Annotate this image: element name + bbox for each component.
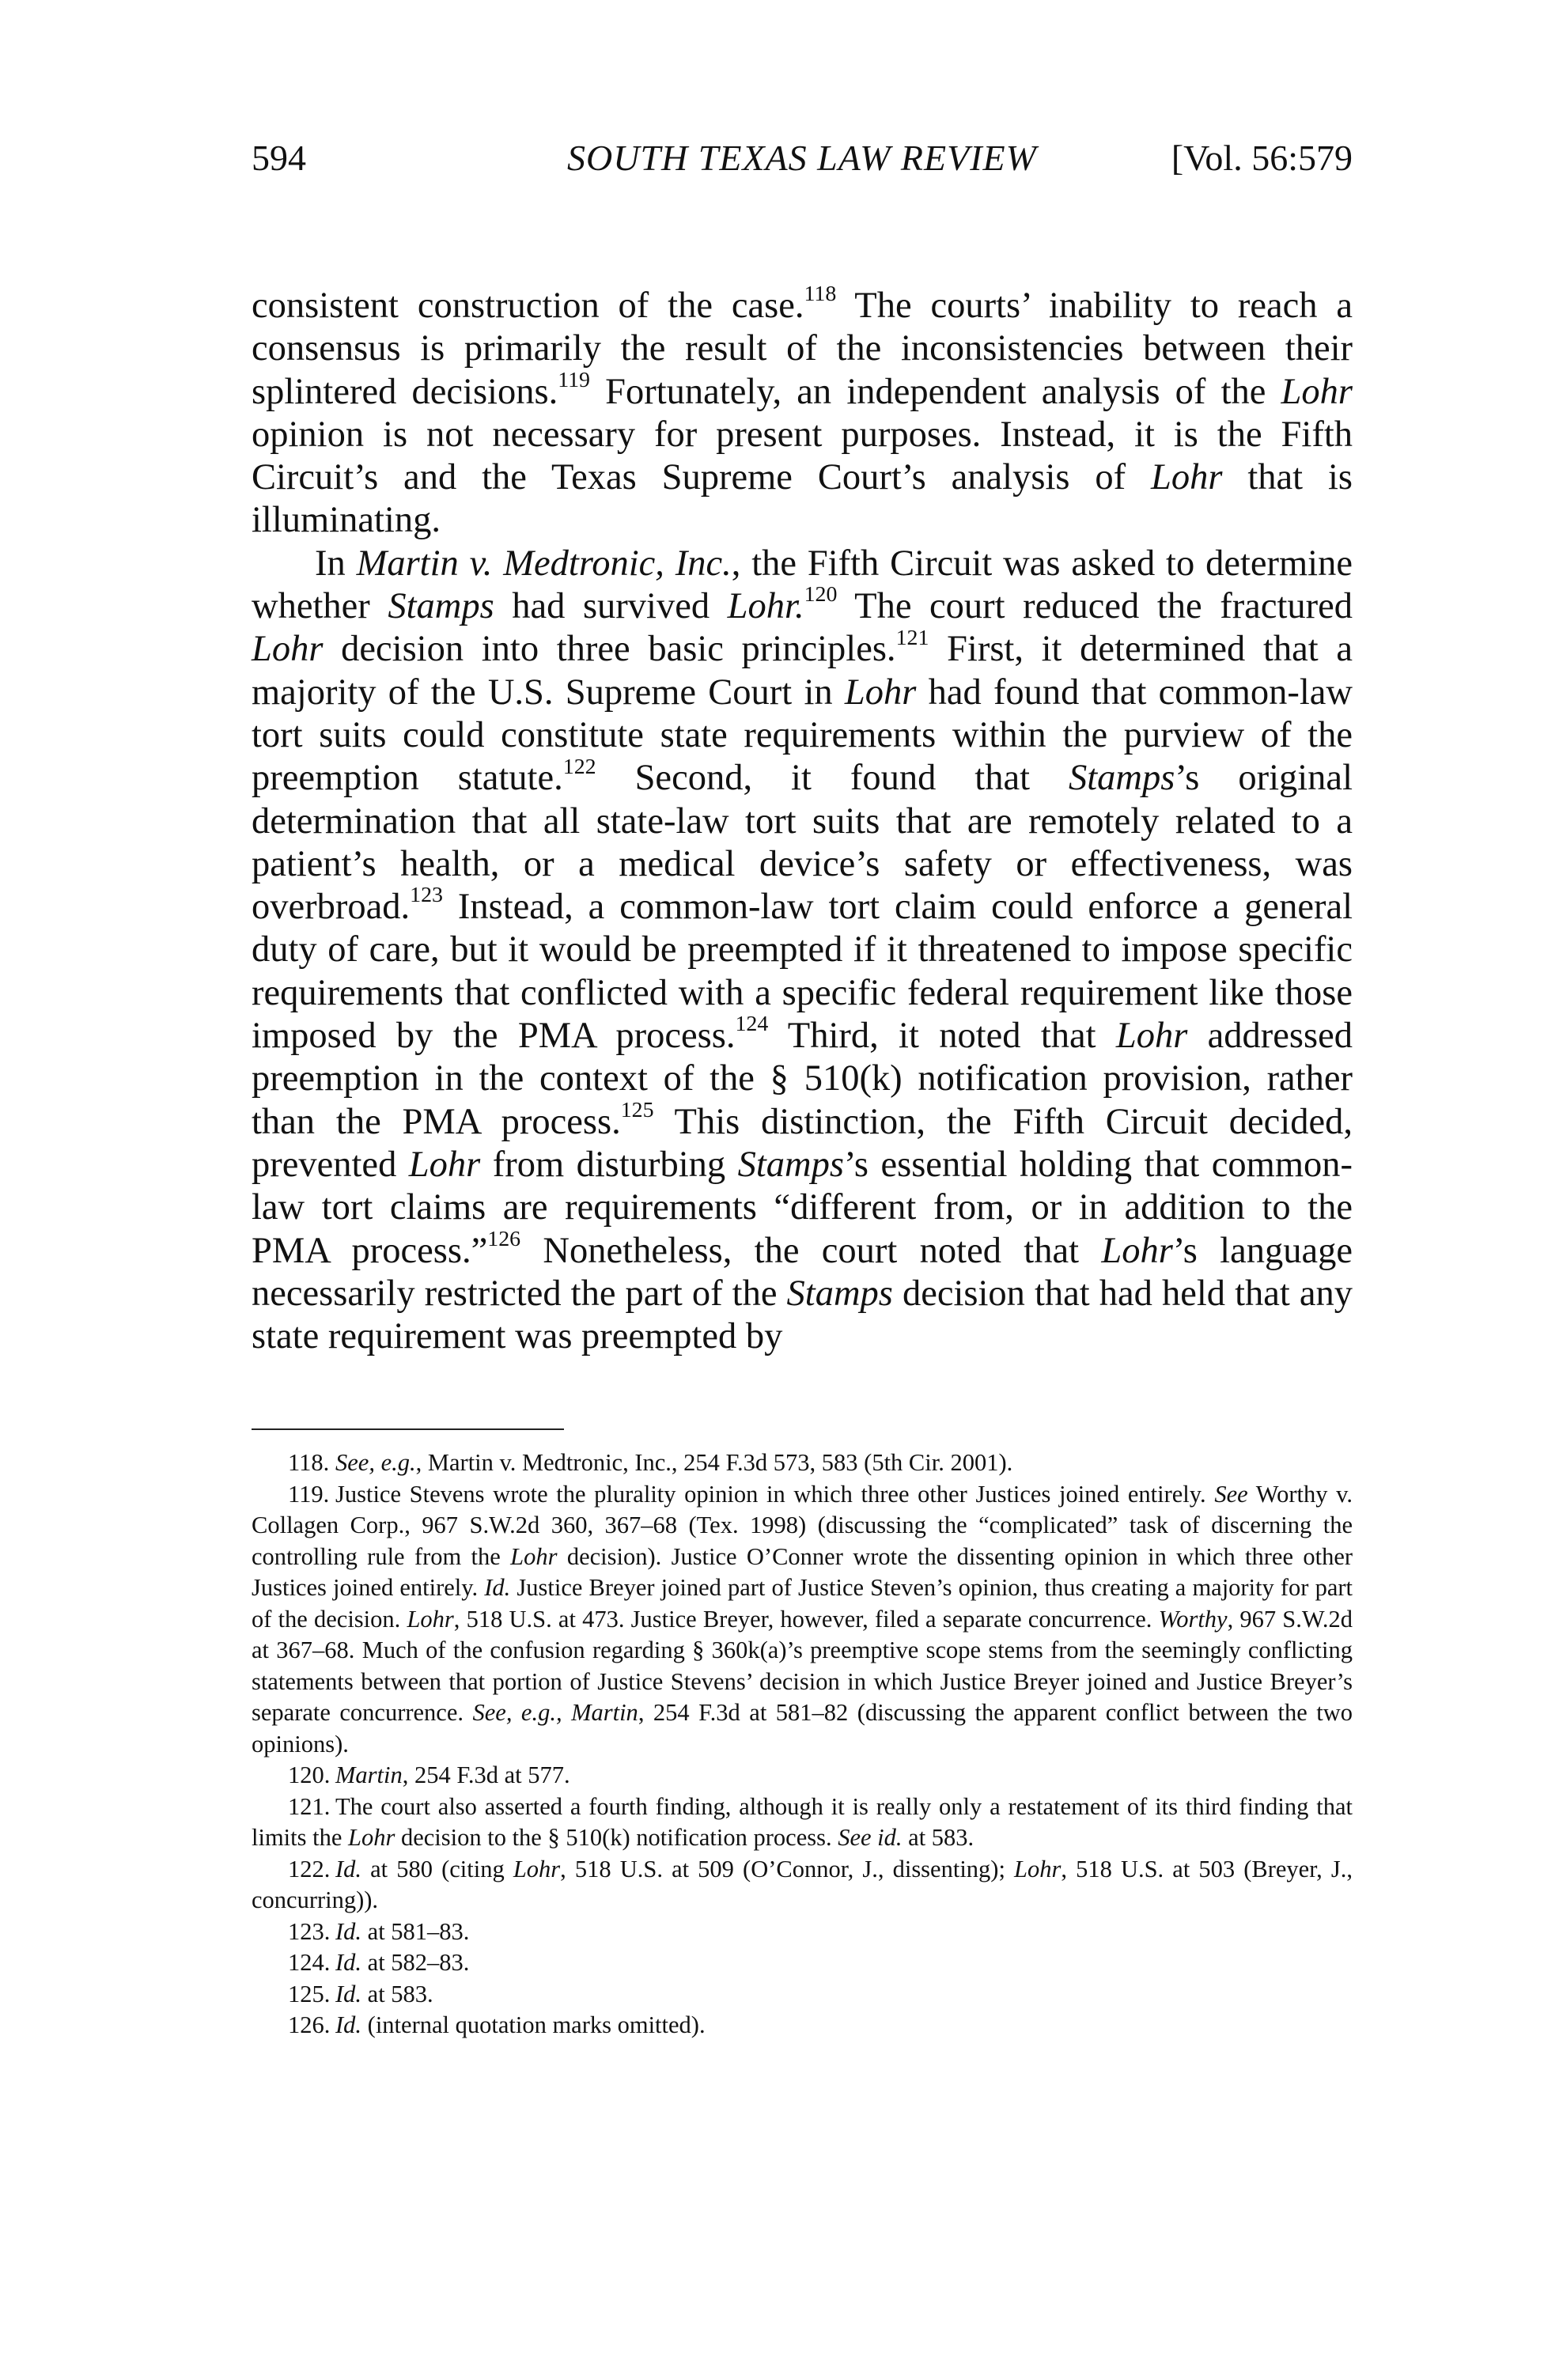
footnote-125 bbox=[252, 1979, 1353, 2011]
case-name: Martin bbox=[335, 1761, 403, 1788]
case-name: Worthy bbox=[1158, 1605, 1228, 1633]
footnote-126 bbox=[252, 2010, 1353, 2041]
signal: See bbox=[1214, 1480, 1248, 1508]
signal: Id. bbox=[484, 1574, 511, 1601]
text-run: ’s language necessarily restricted the part of the bbox=[252, 1230, 1353, 1314]
case-name: Lohr bbox=[408, 1144, 481, 1185]
footnote-121 bbox=[252, 1792, 1353, 1854]
case-name: Stamps bbox=[1069, 758, 1175, 799]
text-run: Second, it found that bbox=[596, 758, 1069, 799]
text-run: had found that common-law tort suits could constitute state requirements within the purview of the preemption statute. bbox=[252, 672, 1353, 799]
case-name: Lohr bbox=[510, 1542, 558, 1570]
text-run: Worthy v. Collagen Corp., 967 S.W.2d 360, 367–68 (Tex. 1998) (discussing the “complicated” task of discerning the controlling rule from the bbox=[252, 1480, 1353, 1570]
case-name: Stamps bbox=[388, 586, 494, 627]
case-name: Lohr bbox=[1115, 1016, 1188, 1057]
text-run: The court also asserted a fourth finding, although it is really only a restatement of its third finding that limits the bbox=[252, 1792, 1353, 1851]
footnote-ref-119[interactable]: 119 bbox=[558, 367, 591, 392]
footnote-number: 119. bbox=[288, 1480, 330, 1508]
volume-citation: [Vol. 56:579 bbox=[1171, 138, 1353, 178]
text-run: , Martin v. Medtronic, Inc., 254 F.3d 573, 583 (5th Cir. 2001). bbox=[415, 1449, 1013, 1476]
journal-title: SOUTH TEXAS LAW REVIEW bbox=[567, 138, 1037, 178]
case-name: Lohr bbox=[1281, 371, 1353, 412]
case-name: Lohr. bbox=[727, 586, 804, 627]
footnote-number: 125. bbox=[288, 1980, 331, 2007]
footnote-number: 118. bbox=[288, 1449, 330, 1476]
text-run: ’s original determination that all state-law tort suits that are remotely related to a patient’s health, or a medical device’s safety or effectiveness, was overbroad. bbox=[252, 758, 1353, 928]
footnote-ref-122[interactable]: 122 bbox=[562, 754, 596, 779]
text-run: , the Fifth Circuit was asked to determine whether bbox=[252, 543, 1353, 627]
text-run: at 581–83. bbox=[361, 1917, 470, 1945]
case-name: Lohr bbox=[348, 1824, 395, 1851]
text-run: had survived bbox=[494, 586, 728, 627]
text-run: that is illuminating. bbox=[252, 457, 1353, 541]
text-run: , 518 U.S. at 473. Justice Breyer, however, filed a separate concurrence. bbox=[453, 1605, 1159, 1633]
text-run: addressed preemption in the context of the § 510(k) notification provision, rather than the PMA process. bbox=[252, 1016, 1353, 1142]
text-run: In bbox=[315, 543, 357, 584]
text-run: from disturbing bbox=[480, 1144, 738, 1185]
paragraph-2 bbox=[252, 543, 1353, 1359]
signal: See, e.g. bbox=[335, 1449, 416, 1476]
text-run: at 582–83. bbox=[361, 1949, 470, 1976]
text-run: Nonetheless, the court noted that bbox=[520, 1230, 1102, 1271]
text-run: at 583. bbox=[361, 1980, 433, 2007]
case-name: Lohr bbox=[513, 1855, 561, 1882]
text-run: , 254 F.3d at 577. bbox=[402, 1761, 570, 1788]
footnote-124 bbox=[252, 1947, 1353, 1979]
footnote-divider bbox=[252, 1428, 564, 1430]
footnotes bbox=[252, 1447, 1353, 2041]
text-run: First, it determined that a majority of the U.S. Supreme Court in bbox=[252, 629, 1353, 713]
signal: Id. bbox=[335, 1949, 362, 1976]
text-run: decision). Justice O’Conner wrote the dissenting opinion in which three other Justices joined entirely. bbox=[252, 1542, 1353, 1601]
text-run: This distinction, the Fifth Circuit decided, prevented bbox=[252, 1101, 1353, 1185]
text-run: consistent construction of the case. bbox=[252, 286, 804, 326]
text-run: The courts’ inability to reach a consensus is primarily the result of the inconsistencies between their splintered decisions. bbox=[252, 286, 1353, 412]
text-run: Instead, a common-law tort claim could enforce a general duty of care, but it would be preempted if it threatened to impose specific requirements that conflicted with a specific federal requirement like those imposed by the PMA process. bbox=[252, 887, 1353, 1057]
text-run: Justice Stevens wrote the plurality opinion in which three other Justices joined entirely. bbox=[335, 1480, 1215, 1508]
signal: See, e.g., Martin bbox=[472, 1699, 638, 1726]
footnote-ref-126[interactable]: 126 bbox=[487, 1226, 521, 1251]
footnote-ref-118[interactable]: 118 bbox=[804, 282, 837, 307]
footnote-ref-121[interactable]: 121 bbox=[895, 625, 929, 650]
case-name: Lohr bbox=[407, 1605, 454, 1633]
footnote-ref-125[interactable]: 125 bbox=[620, 1097, 654, 1122]
text-run: ’s essential holding that common-law tort claims are requirements “different from, or in addition to the PMA process.” bbox=[252, 1144, 1353, 1271]
text-run: decision to the § 510(k) notification process. bbox=[395, 1824, 838, 1851]
text-run: Fortunately, an independent analysis of the bbox=[590, 371, 1281, 412]
text-run: , 518 U.S. at 509 (O’Connor, J., dissenting); bbox=[560, 1855, 1015, 1882]
footnote-number: 124. bbox=[288, 1949, 331, 1976]
footnote-number: 120. bbox=[288, 1761, 331, 1788]
text-run: (internal quotation marks omitted). bbox=[361, 2011, 706, 2038]
body-text bbox=[252, 282, 1353, 1358]
case-name: Stamps bbox=[786, 1273, 893, 1314]
text-run: , 518 U.S. at 503 (Breyer, J., concurring)). bbox=[252, 1855, 1353, 1913]
text-run: opinion is not necessary for present purposes. Instead, it is the Fifth Circuit’s and the Texas Supreme Court’s analysis of bbox=[252, 414, 1353, 498]
page-number: 594 bbox=[252, 138, 306, 178]
footnote-ref-120[interactable]: 120 bbox=[804, 582, 838, 607]
signal: Id. bbox=[335, 1980, 362, 2007]
signal: Id. bbox=[335, 1917, 362, 1945]
footnote-number: 121. bbox=[288, 1792, 331, 1820]
case-name: Stamps bbox=[737, 1144, 844, 1185]
signal: Id. bbox=[335, 1855, 362, 1882]
footnote-number: 126. bbox=[288, 2011, 331, 2038]
running-header bbox=[252, 131, 1353, 186]
text-run: The court reduced the fractured bbox=[837, 586, 1353, 627]
case-name: Lohr bbox=[844, 672, 917, 713]
text-run: Third, it noted that bbox=[768, 1016, 1116, 1057]
case-name: Lohr bbox=[252, 629, 324, 670]
footnote-119 bbox=[252, 1479, 1353, 1761]
text-run: decision into three basic principles. bbox=[323, 629, 896, 670]
case-name: Lohr bbox=[1150, 457, 1223, 498]
text-run: , 254 F.3d at 581–82 (discussing the apparent conflict between the two opinions). bbox=[252, 1699, 1353, 1758]
text-run: at 580 (citing bbox=[361, 1855, 513, 1882]
text-run: , 967 S.W.2d at 367–68. Much of the confusion regarding § 360k(a)’s preemptive scope stems from the seemingly conflicting statements between that portion of Justice Stevens’ decision in which Justice Breyer joined and Justice Breyer’s separate concurrence. bbox=[252, 1605, 1353, 1726]
footnote-123 bbox=[252, 1916, 1353, 1948]
footnote-number: 122. bbox=[288, 1855, 331, 1882]
paragraph-1 bbox=[252, 282, 1353, 543]
footnote-120 bbox=[252, 1760, 1353, 1792]
text-run: decision that had held that any state requirement was preempted by bbox=[252, 1273, 1353, 1357]
case-name: Lohr bbox=[1101, 1230, 1173, 1271]
case-name: Lohr bbox=[1014, 1855, 1062, 1882]
text-run: Justice Breyer joined part of Justice Steven’s opinion, thus creating a majority for part of the decision. bbox=[252, 1574, 1353, 1633]
signal: See id. bbox=[838, 1824, 903, 1851]
case-name: Martin v. Medtronic, Inc. bbox=[356, 543, 732, 584]
footnote-ref-124[interactable]: 124 bbox=[735, 1012, 769, 1037]
footnote-122 bbox=[252, 1854, 1353, 1916]
text-run: at 583. bbox=[902, 1824, 974, 1851]
footnote-number: 123. bbox=[288, 1917, 331, 1945]
signal: Id. bbox=[335, 2011, 362, 2038]
footnote-ref-123[interactable]: 123 bbox=[410, 883, 443, 908]
footnote-118 bbox=[252, 1447, 1353, 1479]
